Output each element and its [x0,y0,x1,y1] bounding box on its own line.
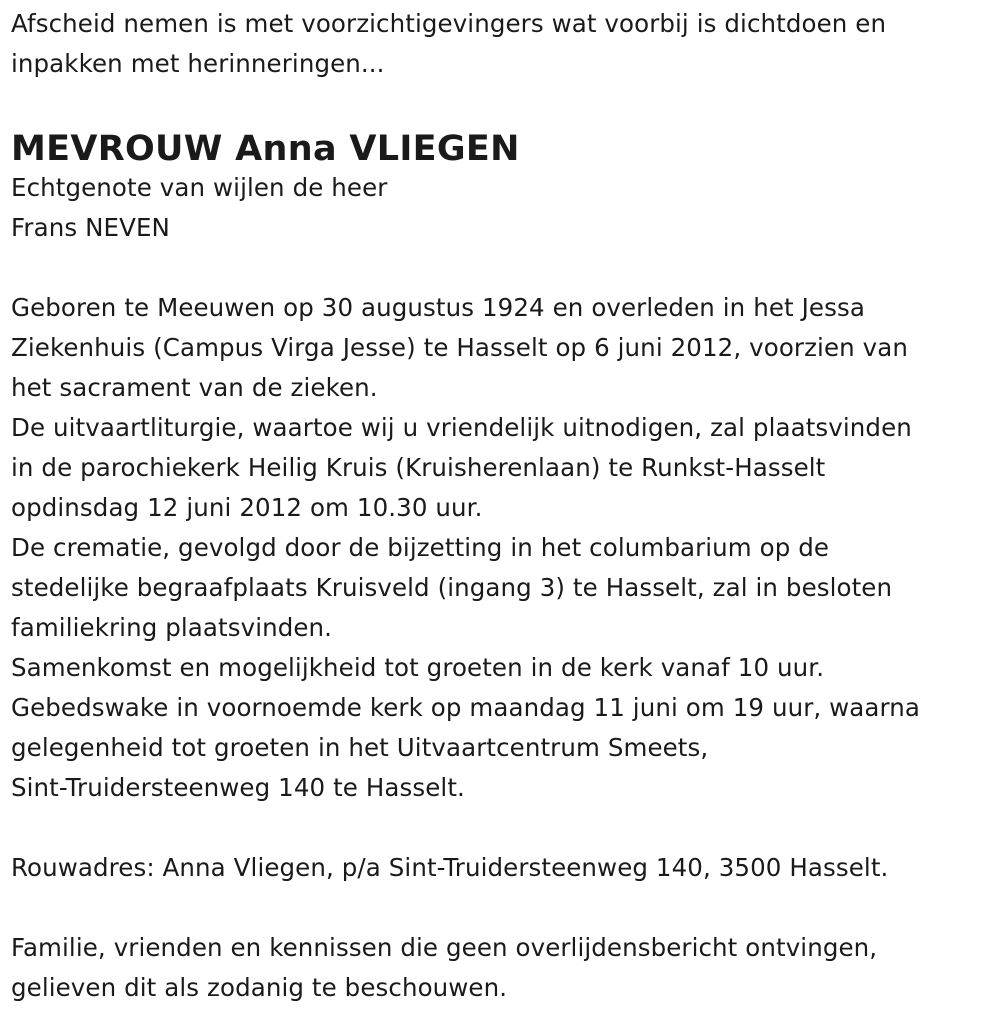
body-line: stedelijke begraafplaats Kruisveld (ingang 3) te Hasselt, zal in besloten [11,573,893,602]
spouse-info [11,168,1000,248]
body-line: in de parochiekerk Heilig Kruis (Kruisherenlaan) te Runkst-Hasselt [11,453,826,482]
spacer [11,248,1000,288]
spacer [11,84,1000,126]
body-line: familiekring plaatsvinden. [11,613,333,642]
spacer [11,888,1000,928]
body-line: De uitvaartliturgie, waartoe wij u vriendelijk uitnodigen, zal plaatsvinden [11,413,912,442]
body-line: Ziekenhuis (Campus Virga Jesse) te Hasselt op 6 juni 2012, voorzien van [11,333,908,362]
body-line: De crematie, gevolgd door de bijzetting in het columbarium op de [11,533,830,562]
mourning-address: Rouwadres: Anna Vliegen, p/a Sint-Truidersteenweg 140, 3500 Hasselt. [11,853,889,882]
body-line: Geboren te Meeuwen op 30 augustus 1924 en overleden in het Jessa [11,293,865,322]
intro-quote [11,4,1000,84]
closing-line: Familie, vrienden en kennissen die geen overlijdensbericht ontvingen, [11,933,878,962]
intro-line: Afscheid nemen is met voorzichtigevingers wat voorbij is dichtdoen en [11,9,887,38]
spacer [11,808,1000,848]
spouse-line: Echtgenote van wijlen de heer [11,173,388,202]
closing-line: gelieven dit als zodanig te beschouwen. [11,973,508,1002]
closing-note [11,928,1000,1008]
body-line: het sacrament van de zieken. [11,373,378,402]
spouse-line: Frans NEVEN [11,213,170,242]
body-line: gelegenheid tot groeten in het Uitvaartcentrum Smeets, [11,733,709,762]
body-text [11,288,1000,808]
intro-line: inpakken met herinneringen... [11,49,385,78]
body-line: Samenkomst en mogelijkheid tot groeten in de kerk vanaf 10 uur. [11,653,825,682]
body-line: Gebedswake in voornoemde kerk op maandag 11 juni om 19 uur, waarna [11,693,921,722]
body-line: Sint-Truidersteenweg 140 te Hasselt. [11,773,465,802]
deceased-name-heading: MEVROUW Anna VLIEGEN [11,129,520,169]
body-line: opdinsdag 12 juni 2012 om 10.30 uur. [11,493,483,522]
